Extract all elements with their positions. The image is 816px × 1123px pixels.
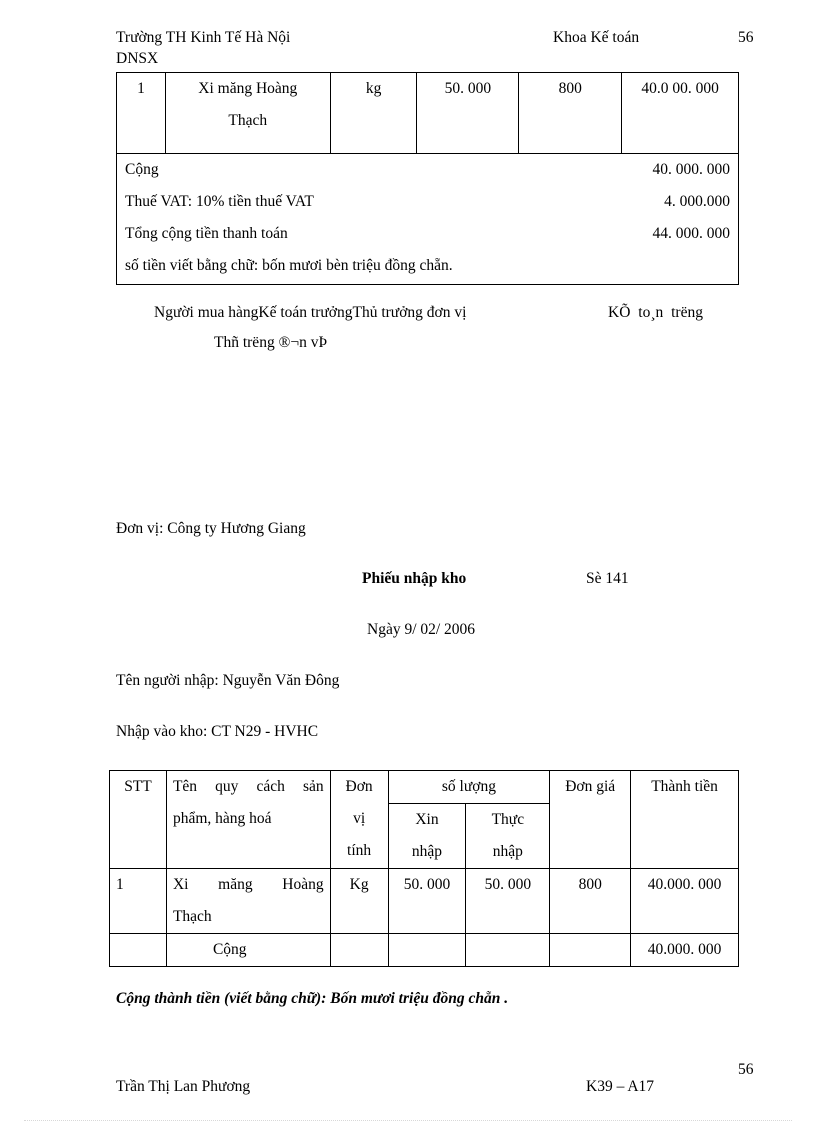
receipt-item-name-line1: Xi măng Hoàng: [172, 876, 324, 893]
receipt-number: Sè 141: [586, 570, 629, 587]
header-qty-actual: [466, 804, 550, 869]
invoice-vat-value: 4. 000.000: [664, 193, 730, 210]
signature-titles: Người mua hàngKế toán trưởngThủ trưởng đơn vị: [154, 304, 467, 321]
header-amount: Thành tiền: [631, 771, 739, 869]
invoice-item-quantity: 50. 000: [417, 73, 519, 154]
invoice-total-label: Tổng cộng tiền thanh toán: [125, 225, 288, 242]
receipt-total-stt-empty: [110, 934, 167, 967]
footer-author: Trần Thị Lan Phương: [116, 1078, 251, 1095]
signature-chief-accountant-garbled: KÕ to¸n trëng: [608, 304, 703, 321]
header-qty-request-line1: Xin: [415, 811, 439, 828]
header-product-name: [166, 771, 330, 869]
receipt-total-price-empty: [550, 934, 631, 967]
invoice-total-line: [125, 218, 730, 250]
header-qty-actual-line1: Thực: [491, 811, 525, 828]
receipt-total-row: [110, 934, 739, 967]
receipt-unit: Đơn vị: Công ty Hương Giang: [116, 520, 306, 537]
invoice-item-name: [165, 73, 330, 154]
header-product-name-line1: Tên quy cách sản: [172, 778, 324, 795]
header-quantity: số lượng: [388, 771, 550, 804]
invoice-summary-cell: [117, 154, 739, 285]
receipt-total-amount: 40.000. 000: [631, 934, 739, 967]
invoice-item-stt: 1: [117, 73, 166, 154]
footer-class-code: K39 – A17: [586, 1078, 655, 1095]
invoice-subtotal-value: 40. 000. 000: [652, 161, 730, 178]
receipt-total-unit-empty: [330, 934, 388, 967]
invoice-table: [116, 72, 739, 285]
receipt-item-row: [110, 869, 739, 934]
receipt-item-qty-actual: 50. 000: [466, 869, 550, 934]
receipt-header-row-1: [110, 771, 739, 804]
receipt-item-name: [166, 869, 330, 934]
invoice-subtotal-line: [125, 154, 730, 186]
page-number: 56: [738, 29, 754, 46]
invoice-subtotal-label: Cộng: [125, 161, 159, 178]
header-unit: [330, 771, 388, 869]
invoice-summary-row: [117, 154, 739, 285]
invoice-item-name-line2: Thạch: [228, 112, 268, 129]
invoice-item-row: [117, 73, 739, 154]
receipt-title: Phiếu nhập kho: [362, 570, 467, 587]
receipt-warehouse: Nhập vào kho: CT N29 - HVHC: [116, 723, 319, 740]
invoice-item-name-line1: Xi măng Hoàng: [198, 80, 298, 97]
invoice-vat-line: [125, 186, 730, 218]
receipt-item-amount: 40.000. 000: [631, 869, 739, 934]
invoice-item-amount: 40.0 00. 000: [622, 73, 739, 154]
header-qty-request: [388, 804, 466, 869]
school-name: Trường TH Kinh Tế Hà Nội: [116, 29, 291, 46]
invoice-item-price: 800: [519, 73, 622, 154]
receipt-item-unit: Kg: [330, 869, 388, 934]
document-subtitle: DNSX: [116, 50, 159, 67]
receipt-date: Ngày 9/ 02/ 2006: [367, 621, 476, 638]
header-qty-request-line2: nhập: [411, 843, 443, 860]
receipt-total-label: Cộng: [166, 934, 330, 967]
footer-page-number: 56: [738, 1061, 754, 1078]
page-bottom-rule: [24, 1120, 792, 1121]
receipt-receiver: Tên người nhập: Nguyễn Văn Đông: [116, 672, 340, 689]
receipt-item-stt: 1: [110, 869, 167, 934]
receipt-item-name-line2: Thạch: [172, 908, 212, 925]
header-price: Đơn giá: [550, 771, 631, 869]
receipt-item-qty-request: 50. 000: [388, 869, 466, 934]
receipt-total-qty-actual-empty: [466, 934, 550, 967]
receipt-item-price: 800: [550, 869, 631, 934]
receipt-table: [109, 770, 739, 967]
header-unit-line2: vị: [353, 810, 366, 827]
header-qty-actual-line2: nhập: [492, 843, 523, 860]
header-stt: STT: [110, 771, 167, 869]
department-name: Khoa Kế toán: [553, 29, 640, 46]
header-unit-line1: Đơn: [345, 778, 373, 795]
invoice-item-unit: kg: [330, 73, 417, 154]
invoice-total-value: 44. 000. 000: [652, 225, 730, 242]
invoice-amount-in-words: số tiền viết bằng chữ: bốn mươi bèn triệu đồng chẵn.: [125, 257, 453, 274]
receipt-amount-in-words: Cộng thành tiền (viết bằng chữ): Bốn mươi triệu đồng chẵn .: [116, 990, 509, 1007]
signature-unit-head-garbled: Thñ trëng ®¬n vÞ: [214, 334, 328, 351]
receipt-total-qty-request-empty: [388, 934, 466, 967]
header-product-name-line2: phẩm, hàng hoá: [172, 810, 272, 827]
header-unit-line3: tính: [347, 842, 372, 859]
invoice-vat-label: Thuế VAT: 10% tiền thuế VAT: [125, 193, 314, 210]
